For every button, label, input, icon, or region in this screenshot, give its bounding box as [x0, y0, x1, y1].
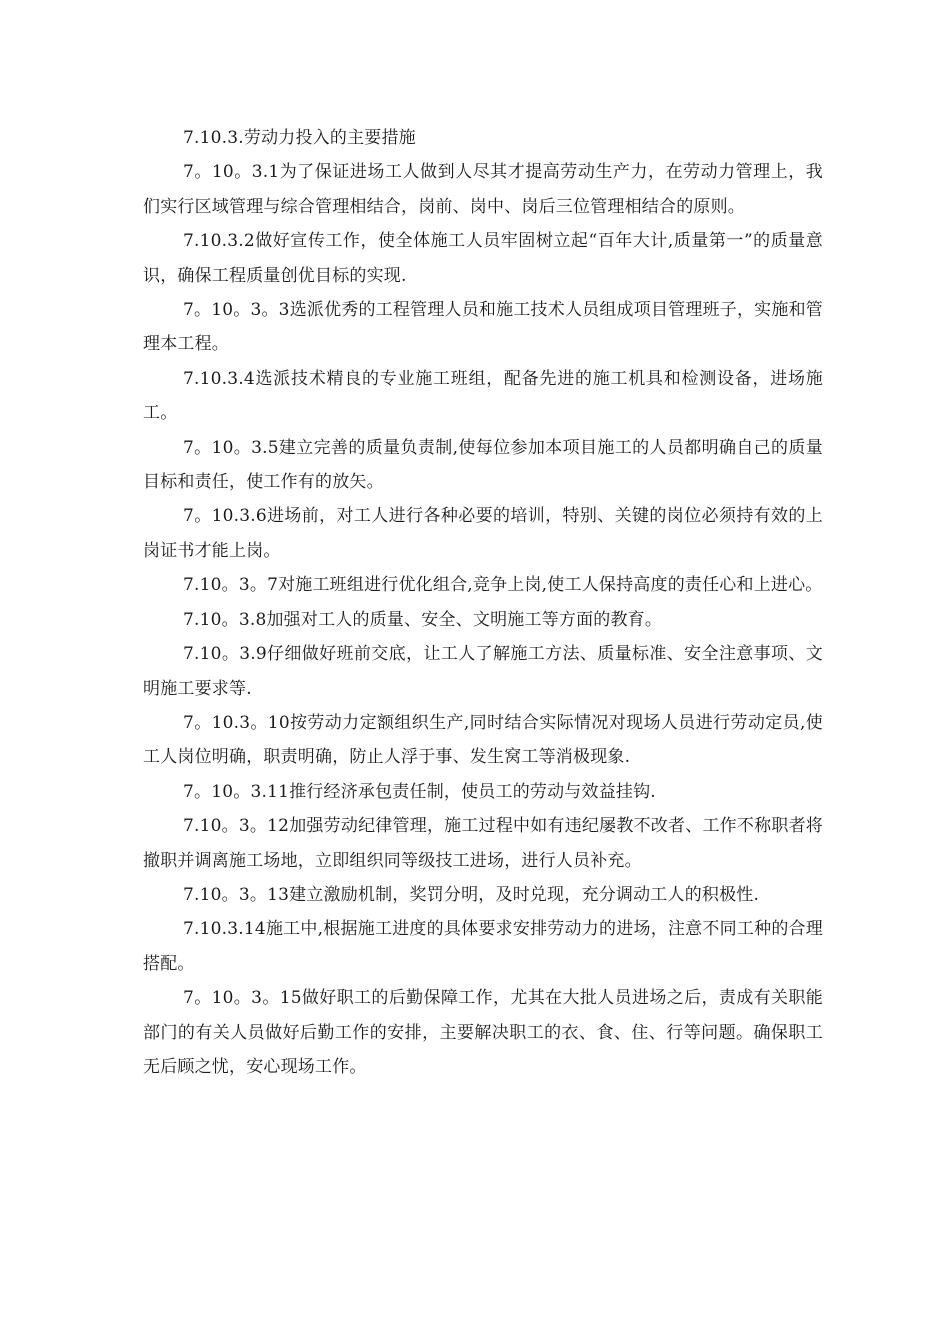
- paragraph-7-10-3-10: 7。10.3。10按劳动力定额组织生产,同时结合实际情况对现场人员进行劳动定员,使工人岗位明确，职责明确，防止人浮于事、发生窝工等消极现象.: [143, 712, 823, 768]
- document-body: [143, 121, 823, 1084]
- paragraph-7-10-3-11: 7。10。3.11推行经济承包责任制，使员工的劳动与效益挂钩.: [183, 781, 656, 802]
- paragraph-7-10-3-8: 7.10。3.8加强对工人的质量、安全、文明施工等方面的教育。: [183, 609, 663, 630]
- paragraph-7-10-3-15: 7。10。3。15做好职工的后勤保障工作，尤其在大批人员进场之后，责成有关职能部门的有关人员做好后勤工作的安排，主要解决职工的衣、食、住、行等问题。确保职工无后顾之忧，安心现场工作。: [143, 988, 823, 1077]
- paragraph-7-10-3-5: 7。10。3.5建立完善的质量负责制,使每位参加本项目施工的人员都明确自己的质量目标和责任，使工作有的放矢。: [143, 437, 823, 493]
- paragraph-7-10-3-7: 7.10。3。7对施工班组进行优化组合,竞争上岗,使工人保持高度的责任心和上进心。: [183, 575, 823, 596]
- paragraph-7-10-3-13: 7.10。3。13建立激励机制，奖罚分明，及时兑现，充分调动工人的积极性.: [183, 884, 760, 905]
- paragraph-7-10-3-1: 7。10。3.1为了保证进场工人做到人尽其才提高劳动生产力，在劳动力管理上，我们实行区域管理与综合管理相结合，岗前、岗中、岗后三位管理相结合的原则。: [143, 162, 823, 217]
- paragraph-7-10-3-14: 7.10.3.14施工中,根据施工进度的具体要求安排劳动力的进场，注意不同工种的合理搭配。: [143, 919, 823, 974]
- section-heading: 7.10.3.劳动力投入的主要措施: [183, 128, 416, 148]
- paragraph-7-10-3-3: 7。10。3。3选派优秀的工程管理人员和施工技术人员组成项目管理班子，实施和管理本工程。: [143, 300, 823, 355]
- paragraph-7-10-3-9: 7.10。3.9仔细做好班前交底，让工人了解施工方法、质量标准、安全注意事项、文明施工要求等.: [143, 644, 823, 699]
- paragraph-7-10-3-12: 7.10。3。12加强劳动纪律管理，施工过程中如有违纪屡教不改者、工作不称职者将撤职并调离施工场地，立即组织同等级技工进场，进行人员补充。: [143, 816, 823, 871]
- paragraph-7-10-3-2: 7.10.3.2做好宣传工作，使全体施工人员牢固树立起“百年大计,质量第一”的质量意识，确保工程质量创优目标的实现.: [143, 231, 823, 286]
- paragraph-7-10-3-4: 7.10.3.4选派技术精良的专业施工班组，配备先进的施工机具和检测设备，进场施工。: [143, 368, 823, 424]
- paragraph-7-10-3-6: 7。10.3.6进场前，对工人进行各种必要的培训，特别、关键的岗位必须持有效的上岗证书才能上岗。: [143, 506, 823, 561]
